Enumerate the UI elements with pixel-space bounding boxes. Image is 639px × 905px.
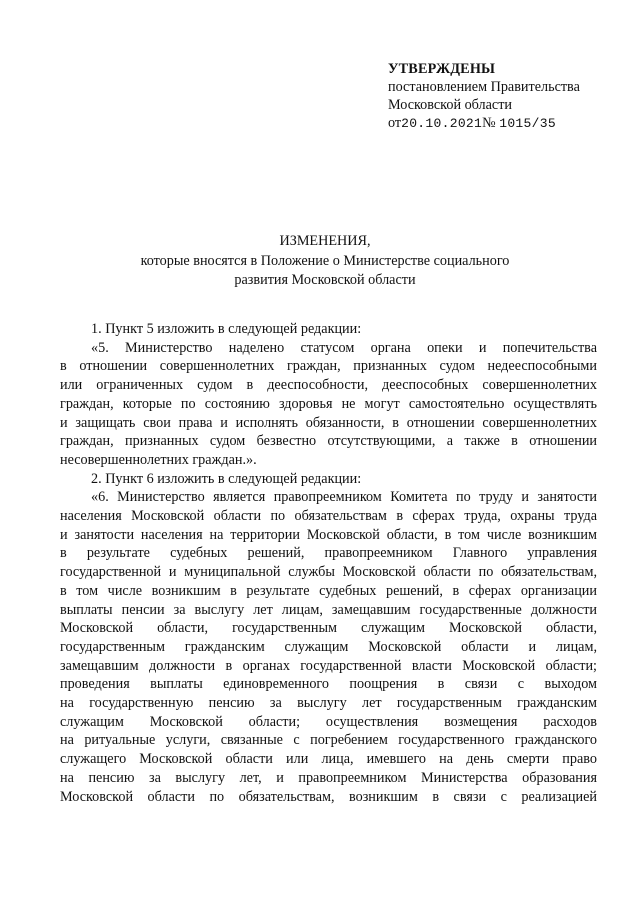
body-line: замещавшим должности в органах государственной власти Московской области; [60,657,597,674]
body-line: служащим Московской области; осуществления возмещения расходов [60,713,597,730]
document-title-block [60,232,590,290]
approval-heading: УТВЕРЖДЕНЫ [388,61,496,77]
document-subtitle-line-1: которые вносятся в Положение о Министерстве социального [140,253,510,269]
body-line: Московской области по обязательствам, возникшим в связи с реализацией [60,788,597,805]
body-line: на ритуальные услуги, связанные с погребением государственного гражданского [60,732,597,749]
body-line: на государственную пенсию за выслугу лет государственным гражданским [60,695,597,712]
approval-line-1: постановлением Правительства [388,79,580,95]
body-line: в отношении совершеннолетних граждан, признанных судом недееспособными [60,358,597,375]
body-line: государственным гражданским служащим Московской области и лицам, [60,638,597,655]
body-line: Московской области, государственным служащим Московской области, [60,620,597,637]
body-line: выплаты пенсии за выслугу лет лицам, замещавшим государственные должности [60,601,597,618]
number-prefix: № [482,115,496,131]
approval-date-line [388,114,628,133]
body-line: в результате судебных решений, правопреемником Главного управления [60,545,597,562]
body-line: в том числе возникшим в результате судебных решений, в сферах организации [60,582,597,599]
document-body [60,320,597,806]
document-title: ИЗМЕНЕНИЯ, [279,233,371,249]
approval-number: 1015/35 [499,116,556,131]
approval-date: 20.10.2021 [401,116,483,131]
body-line: или ограниченных судом в дееспособности, дееспособных совершеннолетних [60,377,597,394]
document-subtitle-line-2: развития Московской области [234,272,416,288]
body-line: населения Московской области по обязательствам в сферах труда, охраны труда [60,508,597,525]
body-line: граждан, признанных судом безвестно отсутствующими, а также в отношении [60,433,597,450]
body-line: и защищать свои права и исполнять обязанности, в отношении совершеннолетних [60,414,597,431]
date-prefix: от [388,115,402,131]
body-line: на пенсию за выслугу лет, и правопреемником Министерства образования [60,769,597,786]
body-line: проведения выплаты единовременного поощрения в связи с выходом [60,676,597,693]
body-line: служащего Московской области или лица, имевшего на день смерти право [60,751,597,768]
approval-line-2: Московской области [388,97,513,113]
approval-stamp [388,60,628,133]
body-line: 2. Пункт 6 изложить в следующей редакции: [91,470,362,487]
body-line: несовершеннолетних граждан.». [60,451,257,468]
body-line: государственной и муниципальной службы Московской области по обязательствам, [60,564,597,581]
body-line: и занятости населения на территории Московской области, в том числе возникшим [60,526,597,543]
body-line: «6. Министерство является правопреемником Комитета по труду и занятости [91,489,597,506]
body-line: граждан, которые по состоянию здоровья не могут самостоятельно осуществлять [60,395,597,412]
body-line: 1. Пункт 5 изложить в следующей редакции: [91,321,362,337]
body-line: «5. Министерство наделено статусом органа опеки и попечительства [91,339,597,356]
